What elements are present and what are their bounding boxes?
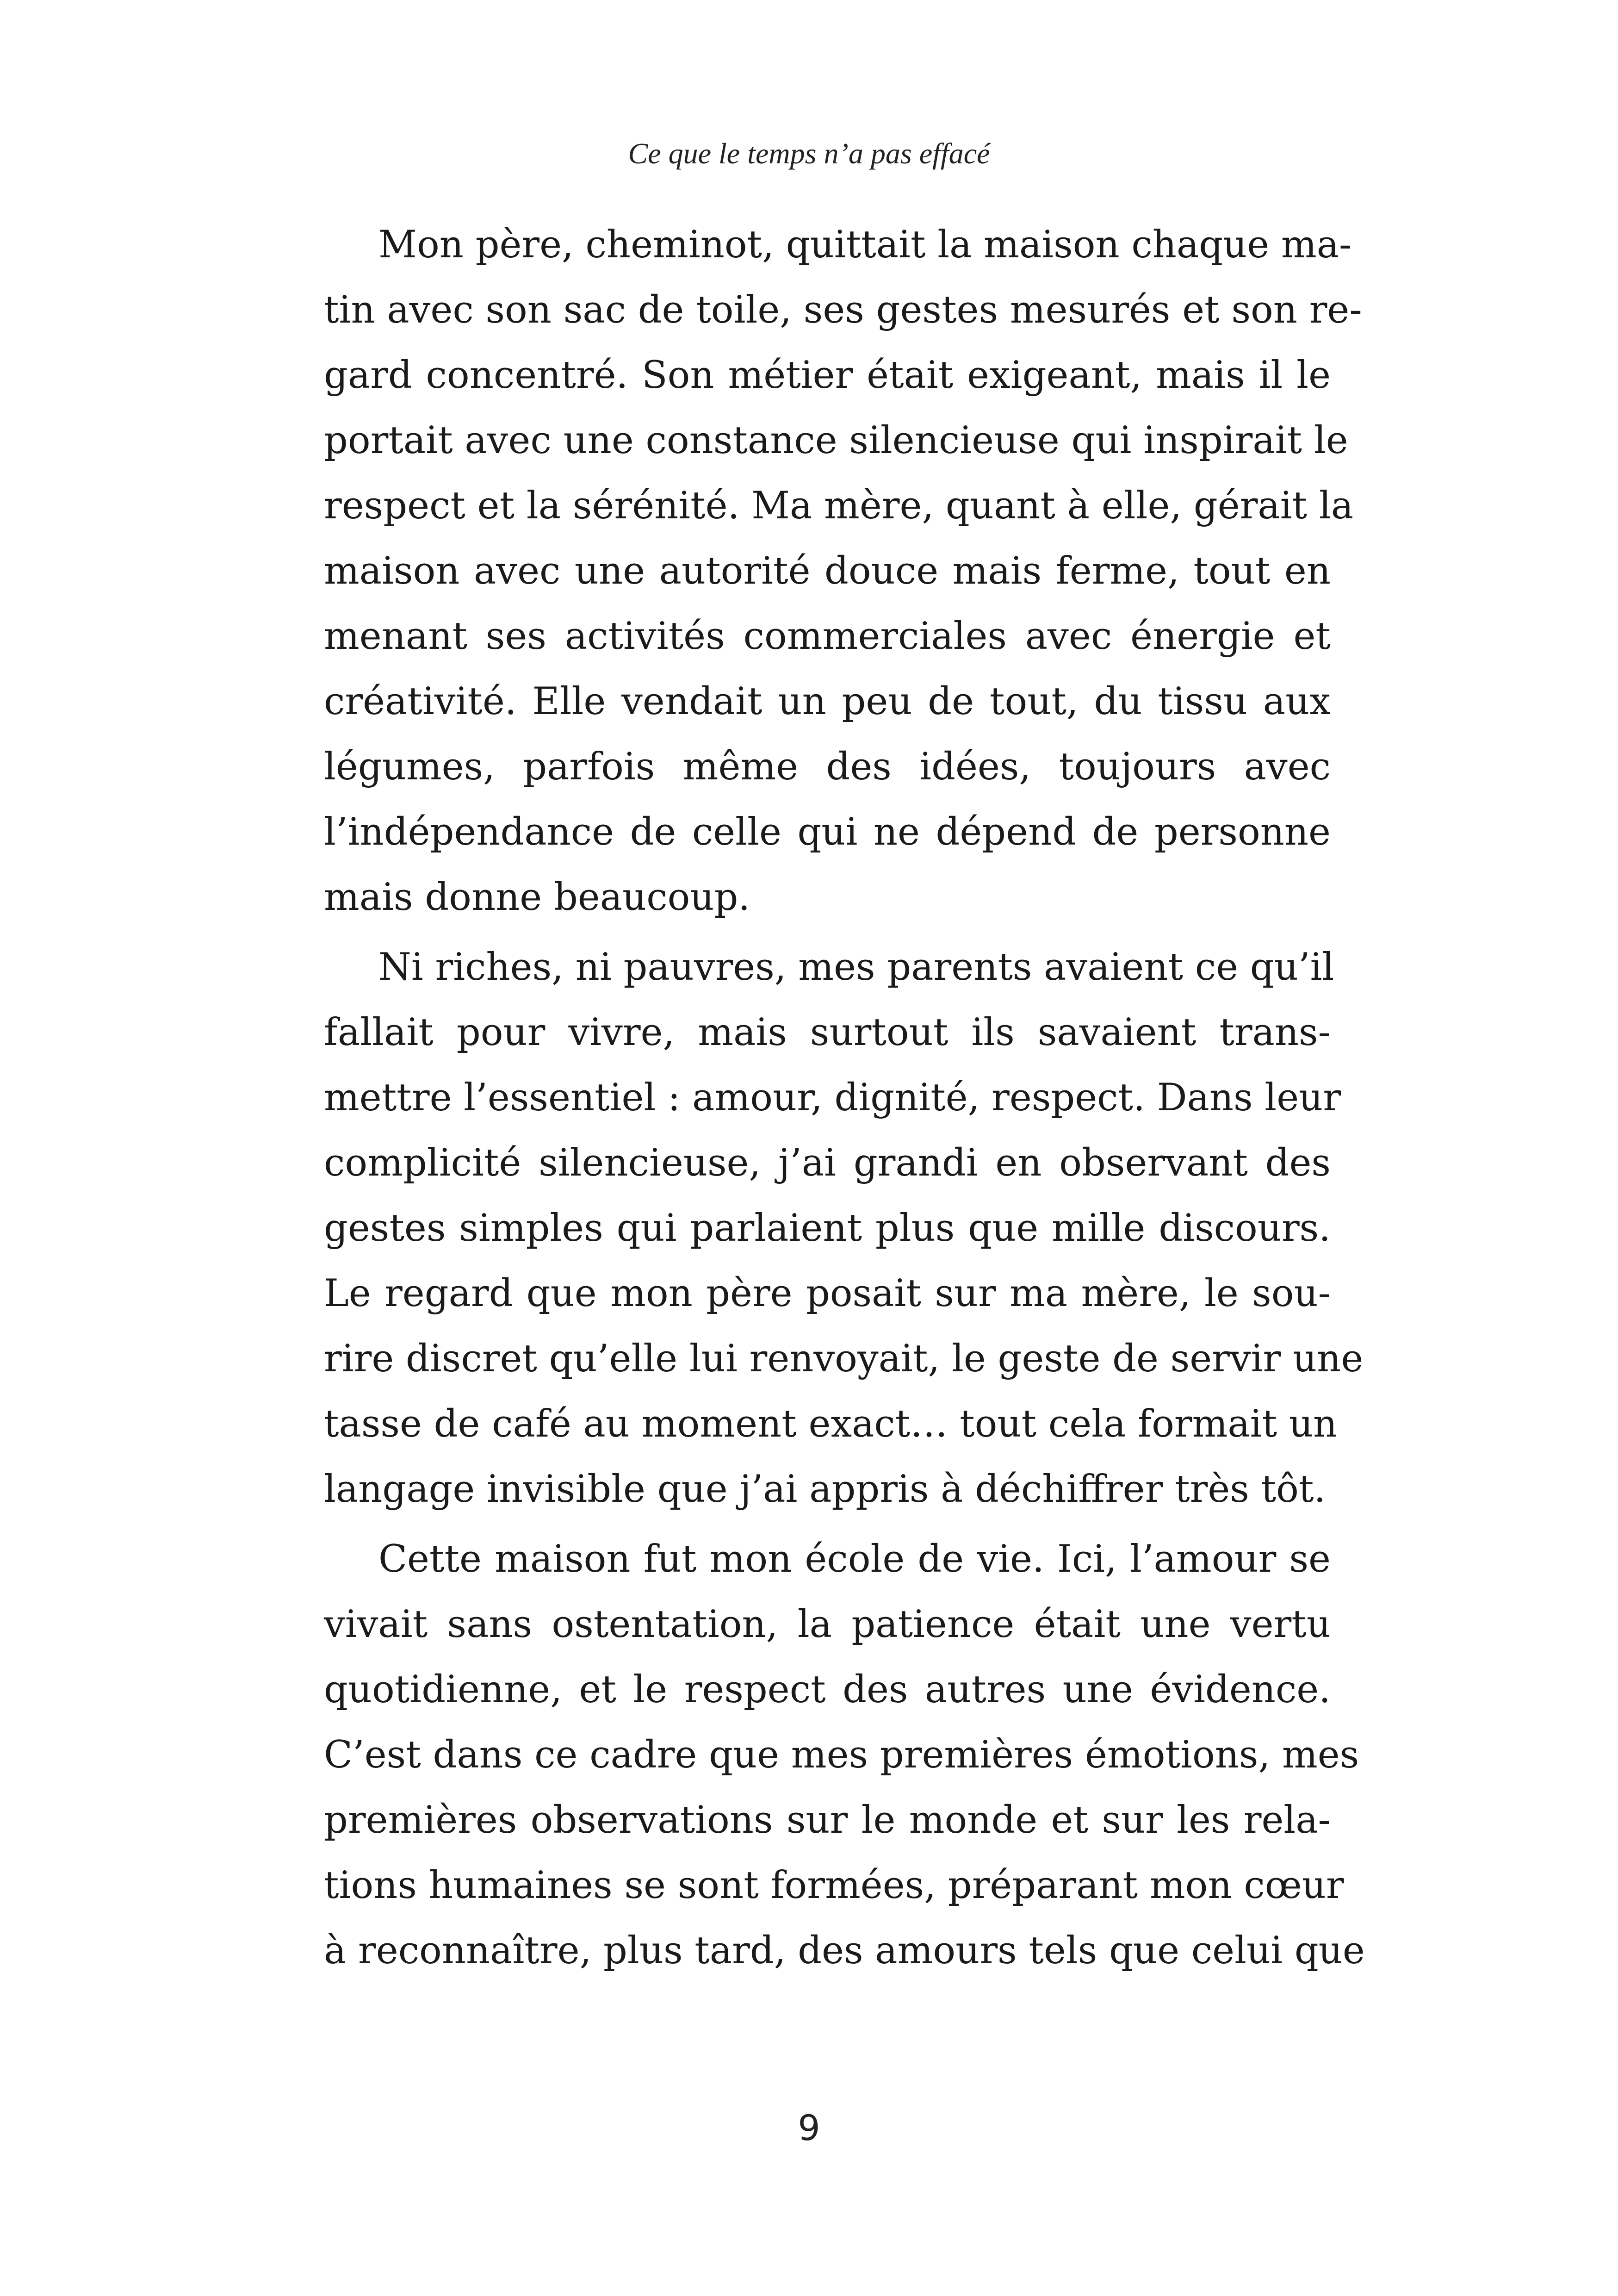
text-line: tin avec son sac de toile, ses gestes mesurés et son re- [324,288,1362,332]
text-line: l’indépendance de celle qui ne dépend de personne [324,810,1331,854]
text-line: rire discret qu’elle lui renvoyait, le geste de servir une [324,1337,1364,1381]
paragraph [324,212,1362,930]
text-line: complicité silencieuse, j’ai grandi en observant des [324,1141,1331,1185]
paragraph [324,1527,1365,1984]
paragraph [324,935,1364,1522]
text-line: mettre l’essentiel : amour, dignité, respect. Dans leur [324,1076,1341,1120]
text-line: respect et la sérénité. Ma mère, quant à elle, gérait la [324,484,1354,528]
text-line: Cette maison fut mon école de vie. Ici, l’amour se [378,1537,1331,1581]
text-line: Mon père, cheminot, quittait la maison chaque ma- [378,223,1352,267]
text-line: tions humaines se sont formées, préparant mon cœur [324,1864,1344,1907]
text-line: légumes, parfois même des idées, toujours avec [324,745,1331,789]
text-line: à reconnaître, plus tard, des amours tels que celui que [324,1929,1365,1972]
text-line: gard concentré. Son métier était exigeant, mais il le [324,354,1331,397]
text-line: Le regard que mon père posait sur ma mère, le sou- [324,1272,1331,1315]
text-line: Ni riches, ni pauvres, mes parents avaient ce qu’il [378,946,1334,989]
running-header: Ce que le temps n’a pas effacé [628,137,990,170]
text-line: portait avec une constance silencieuse qui inspirait le [324,419,1348,462]
text-line: créativité. Elle vendait un peu de tout, du tissu aux [324,680,1331,723]
text-line: menant ses activités commerciales avec énergie et [324,615,1331,658]
body-text [324,212,1365,1984]
text-line: mais donne beaucoup. [324,876,750,919]
text-line: premières observations sur le monde et sur les rela- [324,1798,1331,1842]
text-line: C’est dans ce cadre que mes premières émotions, mes [324,1733,1359,1777]
page-number: 9 [798,2107,820,2148]
text-line: langage invisible que j’ai appris à déchiffrer très tôt. [324,1468,1326,1511]
text-line: maison avec une autorité douce mais ferme, tout en [324,549,1331,593]
text-line: fallait pour vivre, mais surtout ils savaient trans- [324,1011,1331,1054]
text-line: gestes simples qui parlaient plus que mille discours. [324,1207,1331,1250]
text-line: tasse de café au moment exact… tout cela formait un [324,1402,1338,1446]
text-line: vivait sans ostentation, la patience était une vertu [324,1603,1331,1646]
text-line: quotidienne, et le respect des autres une évidence. [324,1668,1331,1711]
